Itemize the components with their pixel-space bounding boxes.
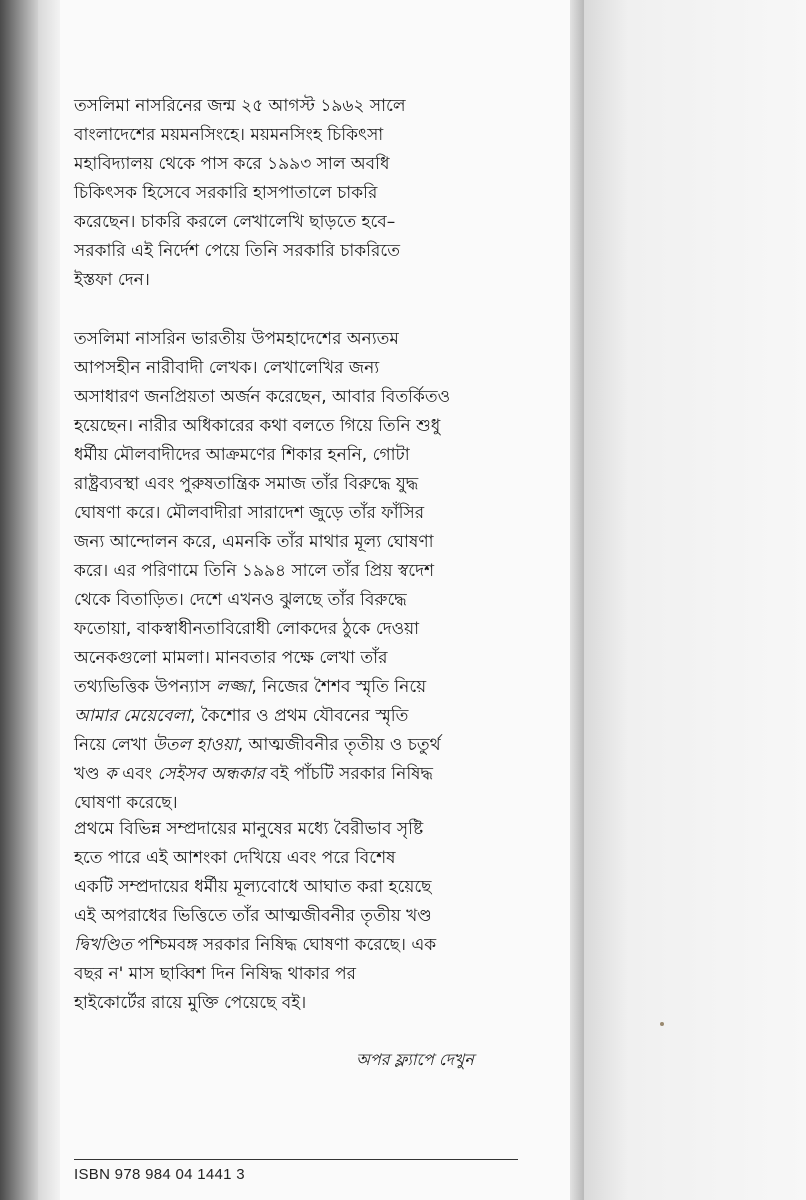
text-span: নিয়ে লেখা — [74, 735, 153, 755]
text-line: হাইকোর্টের রায়ে মুক্তি পেয়েছে বই। — [74, 993, 307, 1013]
text-span: তথ্যভিত্তিক উপন্যাস — [74, 677, 216, 697]
text-span: পশ্চিমবঙ্গ সরকার নিষিদ্ধ ঘোষণা করেছে। এক — [132, 935, 437, 955]
flap-edge-shadow — [570, 0, 584, 1200]
text-line: ফতোয়া, বাকস্বাধীনতাবিরোধী লোকদের ঠুকে দেওয়া — [74, 619, 420, 639]
text-line: ঘোষণা করেছে। — [74, 793, 178, 813]
text-line: আপসহীন নারীবাদী লেখক। লেখালেখির জন্য — [74, 358, 380, 378]
text-line: বাংলাদেশের ময়মনসিংহে। ময়মনসিংহ চিকিৎসা — [74, 125, 384, 145]
text-line: ঘোষণা করে। মৌলবাদীরা সারাদেশ জুড়ে তাঁর ফাঁসির — [74, 503, 425, 523]
paper-speck — [660, 1022, 664, 1026]
paragraph-ban — [74, 815, 436, 1018]
paragraph-biography — [74, 92, 406, 295]
text-line: চিকিৎসক হিসেবে সরকারি হাসপাতালে চাকরি — [74, 183, 378, 203]
text-line — [74, 760, 450, 789]
text-line: এই অপরাধের ভিত্তিতে তাঁর আত্মজীবনীর তৃতীয় খণ্ড — [74, 906, 432, 926]
text-line — [74, 673, 450, 702]
book-title-seisob-andhokar: সেইসব অন্ধকার — [157, 764, 265, 784]
text-line: একটি সম্প্রদায়ের ধর্মীয় মূল্যবোধে আঘাত করা হয়েছে — [74, 877, 432, 897]
text-span: এবং — [116, 764, 158, 784]
isbn-number: ISBN 978 984 04 1441 3 — [74, 1166, 245, 1183]
book-title-amar-meyebela: আমার মেয়েবেলা — [74, 706, 191, 726]
text-span: , নিজের শৈশব স্মৃতি নিয়ে — [251, 677, 427, 697]
paragraph-career — [74, 325, 450, 818]
text-span: , আত্মজীবনীর তৃতীয় ও চতুর্থ — [237, 735, 441, 755]
text-span: বই পাঁচটি সরকার নিষিদ্ধ — [264, 764, 434, 784]
text-line: রাষ্ট্রব্যবস্থা এবং পুরুষতান্ত্রিক সমাজ তাঁর বিরুদ্ধে যুদ্ধ — [74, 474, 419, 494]
text-line: করেছেন। চাকরি করলে লেখালেখি ছাড়তে হবে– — [74, 212, 396, 232]
text-span: , কৈশোর ও প্রথম যৌবনের স্মৃতি — [190, 706, 409, 726]
text-line: থেকে বিতাড়িত। দেশে এখনও ঝুলছে তাঁর বিরুদ্ধে — [74, 590, 407, 610]
text-line: সরকারি এই নির্দেশ পেয়ে তিনি সরকারি চাকরিতে — [74, 241, 400, 261]
text-line — [74, 931, 436, 960]
text-line: তসলিমা নাসরিনের জন্ম ২৫ আগস্ট ১৯৬২ সালে — [74, 96, 406, 116]
text-line — [74, 731, 450, 760]
book-page-edge — [584, 0, 806, 1200]
text-line: জন্য আন্দোলন করে, এমনকি তাঁর মাথার মূল্য ঘোষণা — [74, 532, 434, 552]
text-line: ধর্মীয় মৌলবাদীদের আক্রমণের শিকার হননি, গোটা — [74, 445, 410, 465]
continue-note: অপর ফ্ল্যাপে দেখুন — [356, 1050, 474, 1069]
isbn-divider — [74, 1159, 518, 1160]
text-line: অসাধারণ জনপ্রিয়তা অর্জন করেছেন, আবার বিতর্কিতও — [74, 387, 451, 407]
text-line: হতে পারে এই আশংকা দেখিয়ে এবং পরে বিশেষ — [74, 848, 396, 868]
book-title-lajja: লজ্জা — [215, 677, 252, 697]
book-title-ka: ক — [104, 764, 117, 784]
text-span: খণ্ড — [74, 764, 105, 784]
book-title-dwikhandito: দ্বিখণ্ডিত — [74, 935, 133, 955]
text-line: ইস্তফা দেন। — [74, 270, 150, 290]
text-line: প্রথমে বিভিন্ন সম্প্রদায়ের মানুষের মধ্যে বৈরীভাব সৃষ্টি — [74, 819, 424, 839]
book-fold-shadow — [38, 0, 60, 1200]
text-line: তসলিমা নাসরিন ভারতীয় উপমহাদেশের অন্যতম — [74, 329, 399, 349]
text-line — [74, 702, 450, 731]
text-line: করে। এর পরিণামে তিনি ১৯৯৪ সালে তাঁর প্রিয় স্বদেশ — [74, 561, 435, 581]
text-line: অনেকগুলো মামলা। মানবতার পক্ষে লেখা তাঁর — [74, 648, 388, 668]
text-line: মহাবিদ্যালয় থেকে পাস করে ১৯৯৩ সাল অবধি — [74, 154, 390, 174]
book-title-utal-hawa: উতল হাওয়া — [152, 735, 238, 755]
book-spine-shadow — [0, 0, 38, 1200]
text-line: বছর ন' মাস ছাব্বিশ দিন নিষিদ্ধ থাকার পর — [74, 964, 357, 984]
text-line: হয়েছেন। নারীর অধিকারের কথা বলতে গিয়ে তিনি শুধু — [74, 416, 441, 436]
